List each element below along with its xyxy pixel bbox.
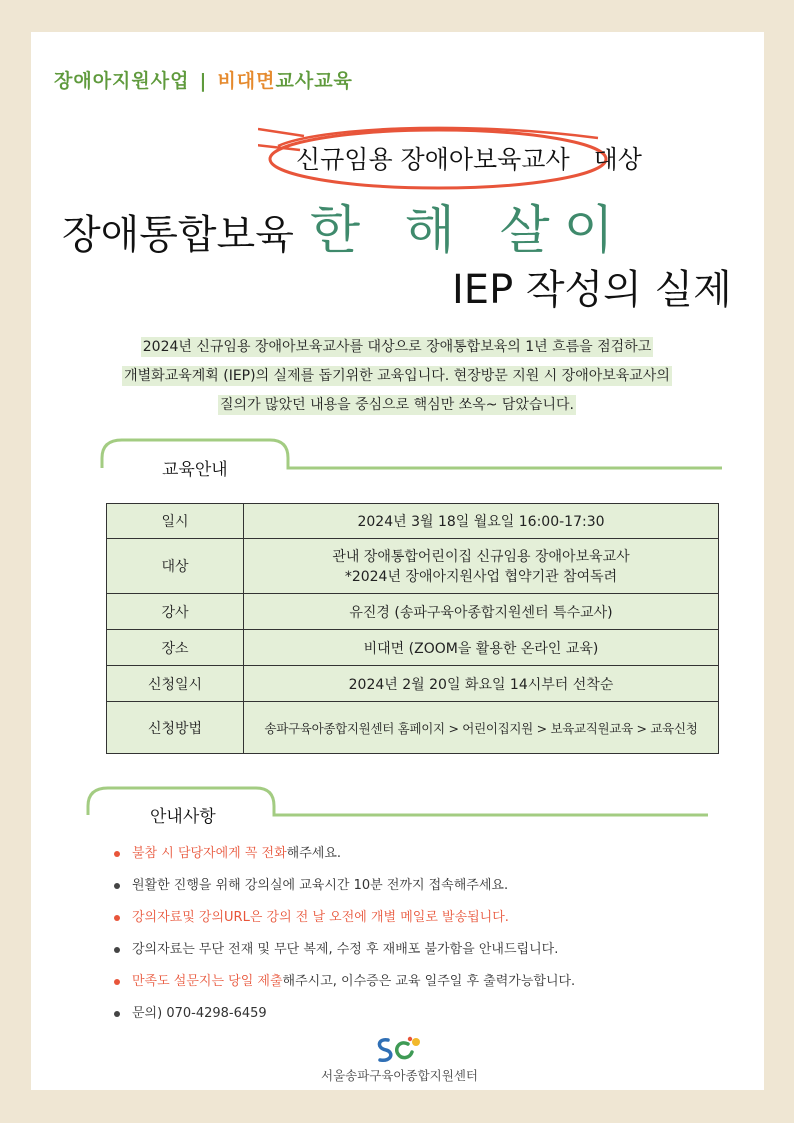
row-label-target: 대상 <box>107 539 244 594</box>
list-item <box>108 870 575 902</box>
main-title-accent: 한 해 살이 <box>309 201 628 261</box>
row-label-place: 장소 <box>107 630 244 666</box>
organization-name: 서울송파구육아종합지원센터 <box>321 1068 478 1083</box>
notice-text: 문의) 070-4298-6459 <box>132 1006 267 1021</box>
row-value-target <box>244 539 719 594</box>
education-info-heading: 교육안내 <box>162 460 228 480</box>
target-suffix: 대상 <box>593 145 642 174</box>
center-logo-icon <box>374 1034 424 1064</box>
row-value-instructor: 유진경 (송파구육아종합지원센터 특수교사) <box>244 594 719 630</box>
table-row <box>107 504 719 539</box>
sub-title: IEP 작성의 실제 <box>452 267 732 313</box>
target-audience: 신규임용 장애아보육교사 <box>296 145 570 174</box>
header-divider: | <box>199 70 208 92</box>
table-row <box>107 702 719 754</box>
notice-text: 해주세요. <box>286 846 342 861</box>
list-item <box>108 934 575 966</box>
main-title-prefix: 장애통합보육 <box>62 212 294 258</box>
notice-text: 해주시고, 이수증은 교육 일주일 후 출력가능합니다. <box>282 974 576 989</box>
row-label-apply-date: 신청일시 <box>107 666 244 702</box>
intro-line-1: 2024년 신규임용 장애아보육교사를 대상으로 장애통합보육의 1년 흐름을 점검하고 <box>142 339 652 355</box>
row-label-date: 일시 <box>107 504 244 539</box>
notice-heading: 안내사항 <box>150 807 216 827</box>
table-row <box>107 630 719 666</box>
row-value-apply-date: 2024년 2월 20일 화요일 14시부터 선착순 <box>244 666 719 702</box>
row-label-instructor: 강사 <box>107 594 244 630</box>
row-value-apply-method: 송파구육아종합지원센터 홈페이지 > 어린이집지원 > 보육교직원교육 > 교육신청 <box>244 702 719 754</box>
row-value-target-line2: *2024년 장애아지원사업 협약기관 참여독려 <box>344 569 618 585</box>
table-row <box>107 594 719 630</box>
mode-highlight: 비대면 <box>217 70 276 92</box>
list-item <box>108 838 575 870</box>
list-item <box>108 902 575 934</box>
notice-text: 강의자료는 무단 전재 및 무단 복제, 수정 후 재배포 불가함을 안내드립니다. <box>132 942 559 957</box>
dark-dot-icon <box>114 883 120 889</box>
intro-line-2: 개별화교육계획 (IEP)의 실제를 돕기위한 교육입니다. 현장방문 지원 시 장애아보육교사의 <box>124 368 670 384</box>
row-value-place: 비대면 (ZOOM을 활용한 온라인 교육) <box>244 630 719 666</box>
red-dot-icon <box>114 915 120 921</box>
notice-highlight: 강의자료및 강의URL은 강의 전 날 오전에 개별 메일로 발송됩니다. <box>132 910 509 925</box>
notice-highlight: 불참 시 담당자에게 꼭 전화 <box>132 846 287 861</box>
row-value-date: 2024년 3월 18일 월요일 16:00-17:30 <box>244 504 719 539</box>
notice-text: 원활한 진행을 위해 강의실에 교육시간 10분 전까지 접속해주세요. <box>132 878 509 893</box>
list-item <box>108 998 575 1030</box>
row-label-apply-method: 신청방법 <box>107 702 244 754</box>
row-value-target-line1: 관내 장애통합어린이집 신규임용 장애아보육교사 <box>332 549 630 565</box>
intro-line-3: 질의가 많았던 내용을 중심으로 핵심만 쏘옥~ 담았습니다. <box>220 397 574 413</box>
education-info-table <box>106 503 719 754</box>
dark-dot-icon <box>114 1011 120 1017</box>
notice-highlight: 만족도 설문지는 당일 제출 <box>132 974 283 989</box>
list-item <box>108 966 575 998</box>
table-row <box>107 539 719 594</box>
table-row <box>107 666 719 702</box>
notice-list <box>108 838 575 1030</box>
red-dot-icon <box>114 851 120 857</box>
red-dot-icon <box>114 979 120 985</box>
mode-rest: 교사교육 <box>275 70 353 92</box>
dark-dot-icon <box>114 947 120 953</box>
program-name: 장애아지원사업 <box>54 70 190 92</box>
